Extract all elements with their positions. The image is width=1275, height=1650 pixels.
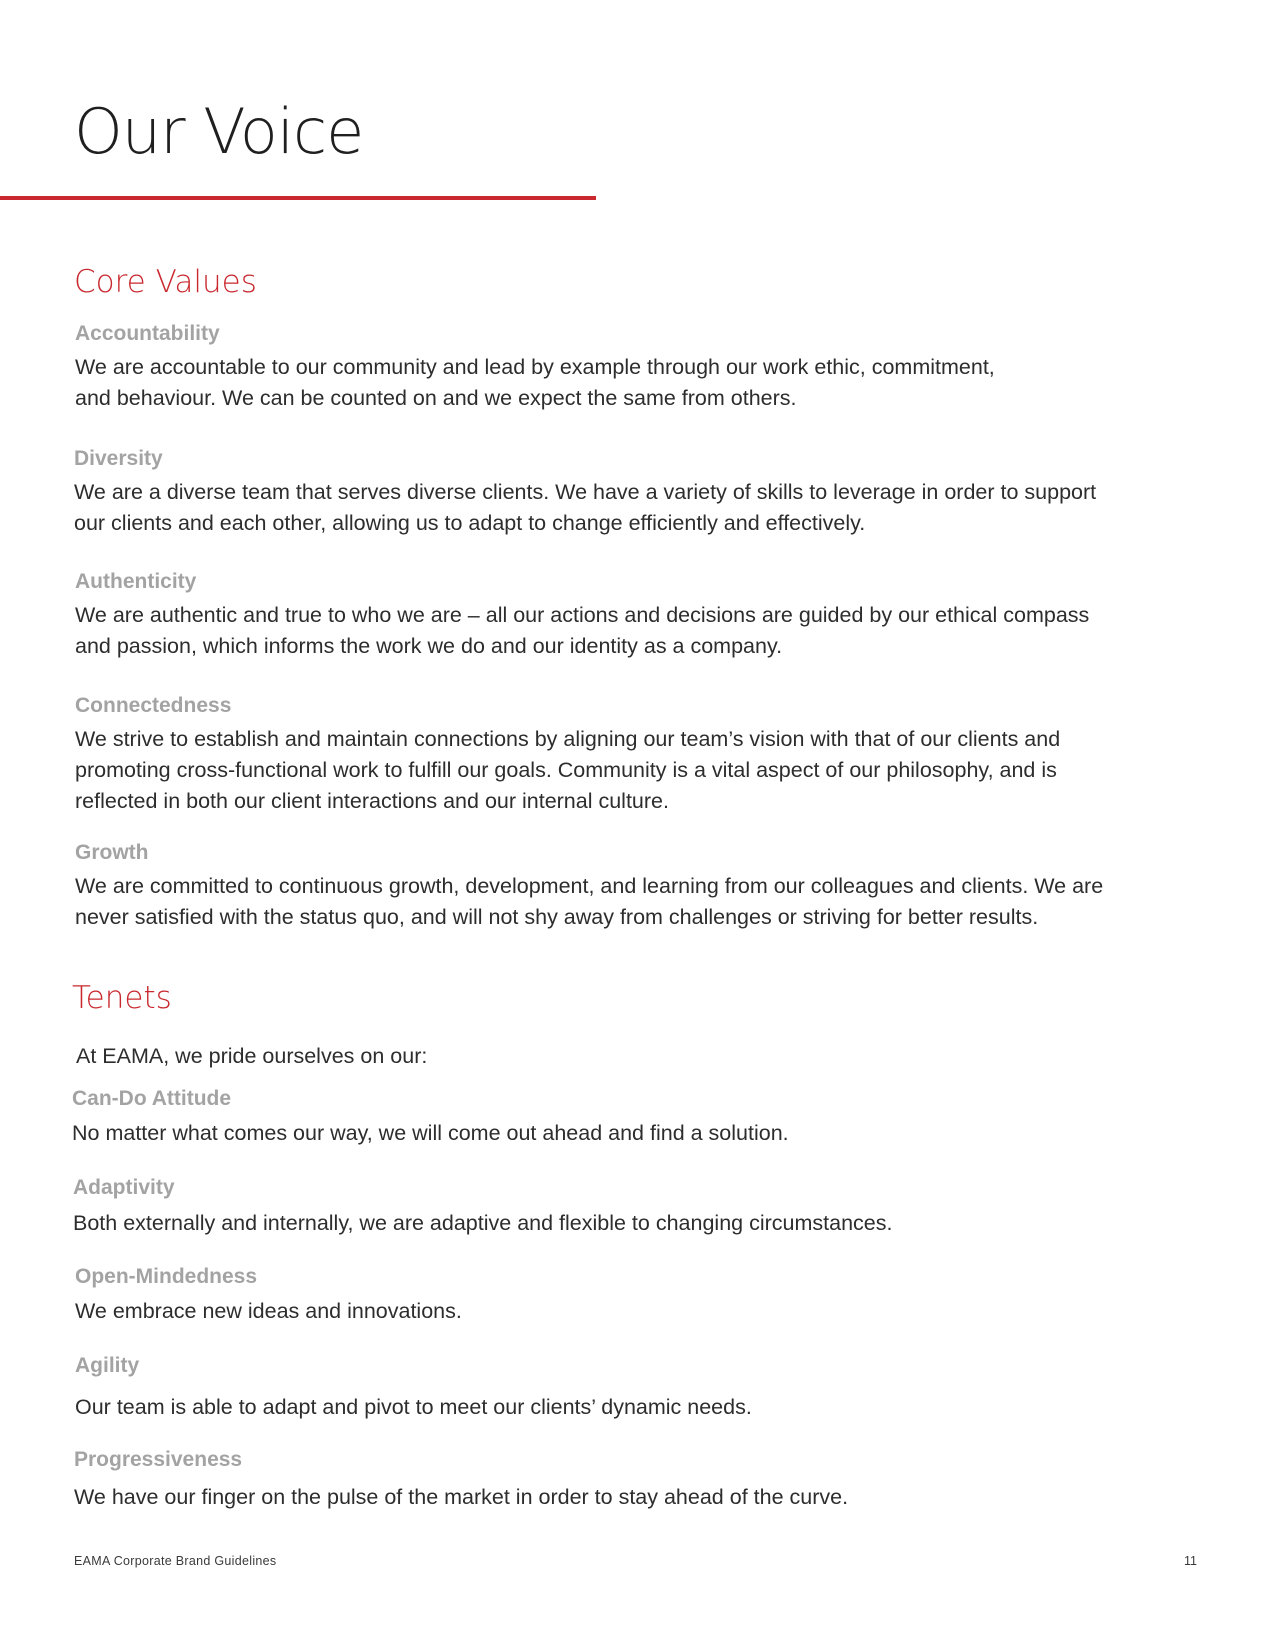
page-title: Our Voice bbox=[74, 95, 364, 168]
core-value-description bbox=[74, 477, 1204, 539]
text-line: and passion, which informs the work we do and our identity as a company. bbox=[75, 634, 783, 658]
core-value-description bbox=[75, 724, 1205, 817]
tenets-intro: At EAMA, we pride ourselves on our: bbox=[76, 1044, 428, 1068]
core-value-description bbox=[75, 871, 1205, 933]
title-divider bbox=[0, 196, 596, 200]
tenet-description: No matter what comes our way, we will come out ahead and find a solution. bbox=[72, 1121, 789, 1145]
tenets-heading: Tenets bbox=[72, 980, 172, 1016]
core-value-title: Accountability bbox=[75, 322, 220, 345]
tenet-description: We embrace new ideas and innovations. bbox=[75, 1299, 462, 1323]
core-value-description bbox=[75, 600, 1205, 662]
tenet-description: Both externally and internally, we are adaptive and flexible to changing circumstances. bbox=[73, 1211, 893, 1235]
text-line: our clients and each other, allowing us to adapt to change efficiently and effectively. bbox=[74, 511, 866, 535]
core-value-title: Growth bbox=[75, 841, 149, 864]
text-line: We strive to establish and maintain connections by aligning our team’s vision with that of our clients and bbox=[75, 727, 1061, 751]
footer-document-name: EAMA Corporate Brand Guidelines bbox=[74, 1554, 277, 1568]
text-line: and behaviour. We can be counted on and we expect the same from others. bbox=[75, 386, 797, 410]
core-value-title: Connectedness bbox=[75, 694, 232, 717]
text-line: We are authentic and true to who we are – all our actions and decisions are guided by our ethical compass bbox=[75, 603, 1090, 627]
tenet-description: Our team is able to adapt and pivot to meet our clients’ dynamic needs. bbox=[75, 1395, 752, 1419]
text-line: never satisfied with the status quo, and will not shy away from challenges or striving for better results. bbox=[75, 905, 1039, 929]
tenet-title: Agility bbox=[75, 1354, 140, 1377]
text-line: promoting cross-functional work to fulfill our goals. Community is a vital aspect of our philosophy, and is bbox=[75, 758, 1057, 782]
text-line: We are accountable to our community and lead by example through our work ethic, commitment, bbox=[75, 355, 995, 379]
text-line: We are committed to continuous growth, development, and learning from our colleagues and clients. We are bbox=[75, 874, 1104, 898]
core-values-heading: Core Values bbox=[74, 264, 257, 300]
footer-page-number: 11 bbox=[1184, 1554, 1197, 1568]
tenet-description: We have our finger on the pulse of the market in order to stay ahead of the curve. bbox=[74, 1485, 849, 1509]
core-value-description bbox=[75, 352, 1205, 414]
text-line: reflected in both our client interactions and our internal culture. bbox=[75, 789, 669, 813]
core-value-title: Diversity bbox=[74, 447, 163, 470]
core-value-title: Authenticity bbox=[75, 570, 197, 593]
text-line: We are a diverse team that serves diverse clients. We have a variety of skills to leverage in order to support bbox=[74, 480, 1097, 504]
tenet-title: Progressiveness bbox=[74, 1448, 243, 1471]
tenet-title: Can-Do Attitude bbox=[72, 1087, 232, 1110]
tenet-title: Open-Mindedness bbox=[75, 1265, 258, 1288]
tenet-title: Adaptivity bbox=[73, 1176, 175, 1199]
